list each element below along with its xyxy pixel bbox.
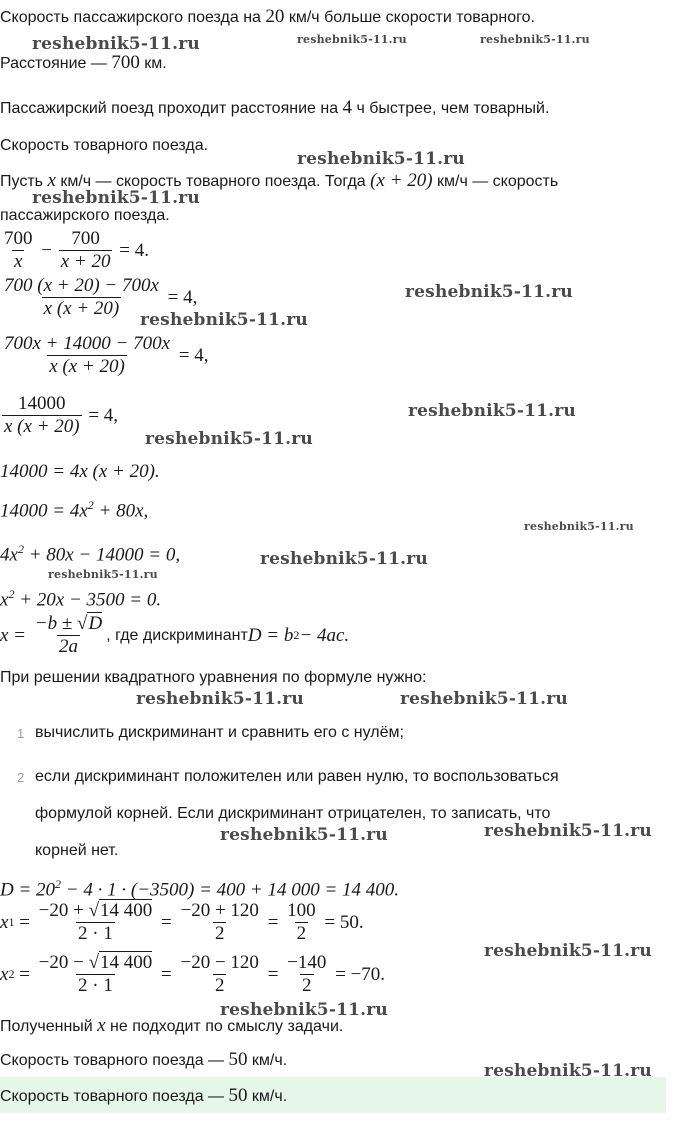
watermark: reshebnik5-11.ru (220, 1000, 388, 1020)
root-x1: x 1 = $\frac{-20 + √14 400}{2 \cdot 1}$ = $\frac{-20 + 120}{2}$ = $\frac{100}{2}$ = 50. (0, 900, 364, 944)
step-number: 1 (17, 726, 25, 741)
question-text: Скорость товарного поезда. (0, 137, 209, 154)
condition-time: Пассажирский поезд проходит расстояние на 4 ч быстрее, чем товарный. (0, 97, 550, 118)
condition-distance: Расстояние — 700 км. (0, 52, 167, 73)
root-x2: x 2 = $\frac{-20 - √14 400}{2 \cdot 1}$ = $\frac{-20 - 120}{2}$ = $\frac{-140}{2}$ = −70. (0, 952, 386, 996)
equation-3: $\frac{700x + 14000 - 700x}{x (x + 20)}$ = 4, (4, 333, 209, 377)
watermark: reshebnik5-11.ru (400, 689, 568, 709)
equation-2: $\frac{700 (x + 20) - 700x}{x (x + 20)}$ = 4, (4, 275, 198, 319)
equation-1: $\frac{700}{x}$ − $\frac{700}{x + 20}$ = 4. (4, 228, 149, 272)
watermark: reshebnik5-11.ru (484, 941, 652, 961)
condition-speed: Скорость пассажирского поезда на 20 км/ч больше скорости товарного. (0, 6, 535, 27)
watermark: reshebnik5-11.ru (220, 825, 388, 845)
step-number: 2 (17, 770, 25, 785)
watermark: reshebnik5-11.ru (480, 33, 590, 46)
step-text: формулой корней. Если дискриминант отрицателен, то записать, что (35, 805, 551, 822)
step-text: вычислить дискриминант и сравнить его с нулём; (35, 724, 404, 741)
rule-intro: При решении квадратного уравнения по формуле нужно: (0, 669, 427, 686)
reject-line: Полученный x не подходит по смыслу задачи. (0, 1015, 344, 1036)
solution-let-line-2: пассажирского поезда. (0, 207, 170, 224)
watermark: reshebnik5-11.ru (524, 520, 634, 533)
watermark: reshebnik5-11.ru (32, 34, 200, 54)
equation-4: $\frac{14000}{x (x + 20)}$ = 4, (4, 393, 119, 437)
watermark: reshebnik5-11.ru (408, 401, 576, 421)
watermark: reshebnik5-11.ru (484, 1061, 652, 1081)
watermark: reshebnik5-11.ru (48, 568, 158, 581)
step-text: корней нет. (35, 842, 119, 859)
quadratic-formula: x = $\frac{-b \pm √D}{2a}$ , где дискриминант D = b 2 − 4ac. (0, 613, 350, 657)
answer-box (0, 1077, 666, 1113)
equation-6: $14000 = 4x^2 + 80x$, (0, 498, 149, 522)
watermark: reshebnik5-11.ru (140, 310, 308, 330)
result-line: Скорость товарного поезда — 50 км/ч. (0, 1049, 288, 1070)
watermark: reshebnik5-11.ru (32, 188, 200, 208)
watermark: reshebnik5-11.ru (297, 149, 465, 169)
watermark: reshebnik5-11.ru (405, 282, 573, 302)
equation-8: $x^2 + 20x - 3500 = 0$. (0, 587, 162, 611)
step-text: если дискриминант положителен или равен нулю, то воспользоваться (35, 768, 559, 785)
answer-text: Скорость товарного поезда — 50 км/ч. (0, 1085, 288, 1106)
equation-5: 14000 = 4x (x + 20). (0, 461, 160, 482)
watermark: reshebnik5-11.ru (136, 689, 304, 709)
solution-let-line: Пусть x км/ч — скорость товарного поезда. Тогда (x + 20) км/ч — скорость (0, 170, 559, 191)
equation-7: $4x^2 + 80x - 14000 = 0$, (0, 542, 181, 566)
watermark: reshebnik5-11.ru (145, 429, 313, 449)
watermark: reshebnik5-11.ru (297, 33, 407, 46)
discriminant-calc: $D = 20^2 - 4 \cdot 1 \cdot (-3500) = 400 + 14$ 000 = 14 400. (0, 877, 400, 901)
watermark: reshebnik5-11.ru (484, 821, 652, 841)
watermark: reshebnik5-11.ru (260, 549, 428, 569)
